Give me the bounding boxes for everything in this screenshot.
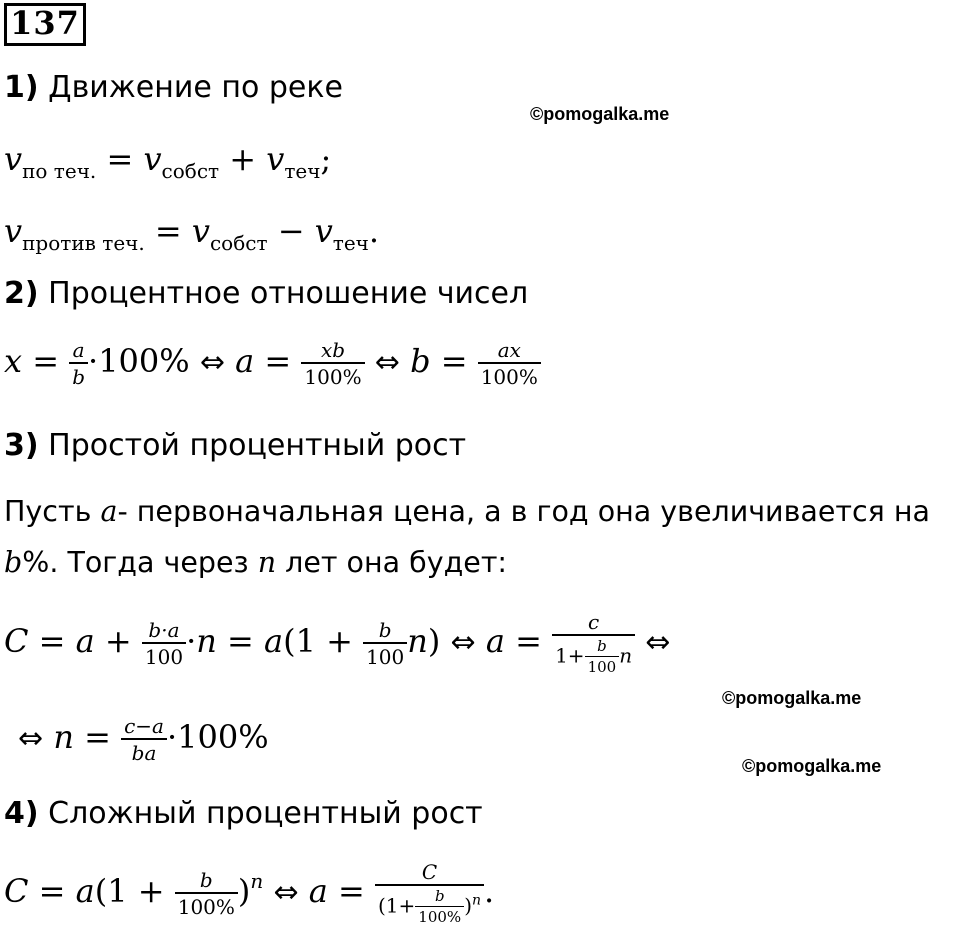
iff-symbol: ⇔ bbox=[199, 345, 225, 380]
hundred-percent: 100% bbox=[98, 342, 190, 380]
var-C: C bbox=[4, 872, 29, 910]
denominator: 100 bbox=[363, 642, 407, 667]
formula-upstream: $v_{против теч.} = v_{собст} - v_{теч}$. bbox=[4, 212, 380, 255]
var-b: b bbox=[410, 342, 431, 380]
var-v: v bbox=[143, 140, 162, 178]
open-paren: (1+ bbox=[378, 893, 416, 918]
var-v: v bbox=[4, 140, 23, 178]
iff-symbol: ⇔ bbox=[645, 625, 671, 660]
var-a: a bbox=[100, 495, 118, 528]
var-a: a bbox=[235, 342, 255, 380]
fraction-c-over-expr bbox=[552, 612, 635, 675]
section-4-title: Сложный процентный рост bbox=[48, 796, 483, 831]
section-3-title: Простой процентный рост bbox=[48, 428, 467, 463]
var-n: n bbox=[53, 718, 74, 756]
denominator: 100 bbox=[142, 642, 186, 667]
var-v: v bbox=[314, 212, 333, 250]
period: . bbox=[368, 212, 380, 250]
paragraph-line-1 bbox=[4, 495, 930, 528]
denominator bbox=[375, 884, 484, 925]
var-n: n bbox=[407, 622, 428, 660]
iff-symbol: ⇔ bbox=[450, 625, 476, 660]
sub-own: собст bbox=[209, 231, 268, 255]
fraction-ax-over-100 bbox=[478, 340, 541, 387]
var-a: a bbox=[485, 622, 505, 660]
numerator: b bbox=[597, 637, 607, 655]
var-n: n bbox=[619, 643, 633, 668]
paragraph-line-2 bbox=[4, 546, 507, 579]
section-2-heading bbox=[4, 276, 528, 311]
fraction-ba-over-100 bbox=[142, 620, 186, 667]
hundred-percent: 100% bbox=[177, 718, 269, 756]
var-a: a bbox=[264, 622, 284, 660]
sub-downstream: по теч. bbox=[22, 159, 97, 183]
numerator: b bbox=[199, 868, 213, 892]
numerator: ax bbox=[497, 338, 521, 362]
fraction-C-over-power bbox=[375, 862, 484, 925]
formula-compound-growth: C = a(1 + $\frac{b}{100\%}$ )$^n$ ⇔ a = C (1+ $\frac{b}{100\%}$ )$^n$ . bbox=[4, 860, 495, 926]
section-4-heading bbox=[4, 796, 483, 831]
semicolon: ; bbox=[320, 140, 332, 178]
text: лет она будет: bbox=[276, 546, 508, 579]
numerator: C bbox=[421, 860, 438, 884]
one-plus: 1+ bbox=[555, 643, 585, 668]
var-b: b bbox=[4, 546, 23, 579]
formula-n: ⇔ n = $\frac{c-a}{ba}$ ·100% bbox=[18, 714, 269, 765]
fraction-a-over-b bbox=[69, 340, 88, 387]
iff-symbol: ⇔ bbox=[18, 721, 44, 756]
section-1-number: 1) bbox=[4, 70, 39, 105]
var-v: v bbox=[191, 212, 210, 250]
var-v: v bbox=[266, 140, 285, 178]
numerator: b bbox=[378, 618, 392, 642]
var-v: v bbox=[4, 212, 23, 250]
section-2-number: 2) bbox=[4, 276, 39, 311]
fraction-c-minus-a-over-ba bbox=[121, 716, 167, 763]
watermark-2: ©pomogalka.me bbox=[722, 688, 862, 708]
sub-own: собст bbox=[161, 159, 220, 183]
numerator: xb bbox=[320, 338, 346, 362]
text: Пусть bbox=[4, 495, 101, 528]
denominator: 100% bbox=[478, 362, 541, 387]
denominator: 100% bbox=[175, 892, 238, 917]
denominator bbox=[552, 634, 635, 675]
section-1-title: Движение по реке bbox=[48, 70, 343, 105]
var-n: n bbox=[257, 546, 277, 579]
denominator: ba bbox=[121, 738, 167, 763]
iff-symbol: ⇔ bbox=[374, 345, 400, 380]
numerator: c−a bbox=[124, 714, 164, 738]
section-3-number: 3) bbox=[4, 428, 39, 463]
watermark-1: ©pomogalka.me bbox=[530, 104, 670, 124]
close-paren: ) bbox=[464, 893, 472, 918]
fraction-b-over-100pct-small bbox=[415, 889, 464, 925]
problem-number-box bbox=[4, 3, 86, 46]
var-n: n bbox=[196, 622, 217, 660]
var-a: a bbox=[75, 872, 95, 910]
sub-current: теч bbox=[332, 231, 369, 255]
fraction-b-over-100 bbox=[363, 620, 407, 667]
numerator: b·a bbox=[148, 618, 180, 642]
text: %. Тогда через bbox=[22, 546, 258, 579]
denominator: 100% bbox=[301, 362, 364, 387]
section-3-heading bbox=[4, 428, 466, 463]
fraction-b-over-100pct bbox=[175, 870, 238, 917]
text: - первоначальная цена, а в год она увеличивается на bbox=[117, 495, 930, 528]
iff-symbol: ⇔ bbox=[273, 875, 299, 910]
sub-upstream: против теч. bbox=[22, 231, 145, 255]
period: . bbox=[484, 872, 495, 910]
formula-percent-ratio: x = $\frac{a}{b}$ ·100% ⇔ a = $\frac{xb}{100\%}$ ⇔ b = $\frac{ax}{100\%}$ bbox=[4, 340, 541, 387]
exponent-n: n bbox=[472, 892, 482, 909]
watermark-3: ©pomogalka.me bbox=[742, 756, 882, 776]
var-a: a bbox=[75, 622, 95, 660]
section-1-heading bbox=[4, 70, 343, 105]
fraction-b-over-100-small bbox=[585, 639, 620, 675]
numerator: a bbox=[72, 338, 85, 362]
section-2-title: Процентное отношение чисел bbox=[48, 276, 529, 311]
sub-current: теч bbox=[284, 159, 321, 183]
formula-downstream: $v_{по теч.} = v_{собст} + v_{теч}$; bbox=[4, 140, 332, 183]
denominator: 100% bbox=[415, 906, 464, 925]
var-x: x bbox=[4, 342, 23, 380]
var-C: C bbox=[4, 622, 29, 660]
exponent-n: n bbox=[250, 869, 264, 893]
formula-simple-growth: C = a + $\frac{b\cdot a}{100}$ ·n = a(1 + $\frac{b}{100}$ n) ⇔ a = c 1+ $\frac{b}{100}$ n ⇔ bbox=[4, 610, 671, 676]
numerator: c bbox=[587, 610, 600, 634]
denominator: b bbox=[69, 362, 88, 387]
denominator: 100 bbox=[585, 656, 620, 675]
var-a: a bbox=[308, 872, 328, 910]
fraction-xb-over-100 bbox=[301, 340, 364, 387]
numerator: b bbox=[434, 887, 445, 905]
section-4-number: 4) bbox=[4, 796, 39, 831]
problem-number: 137 bbox=[10, 4, 80, 42]
